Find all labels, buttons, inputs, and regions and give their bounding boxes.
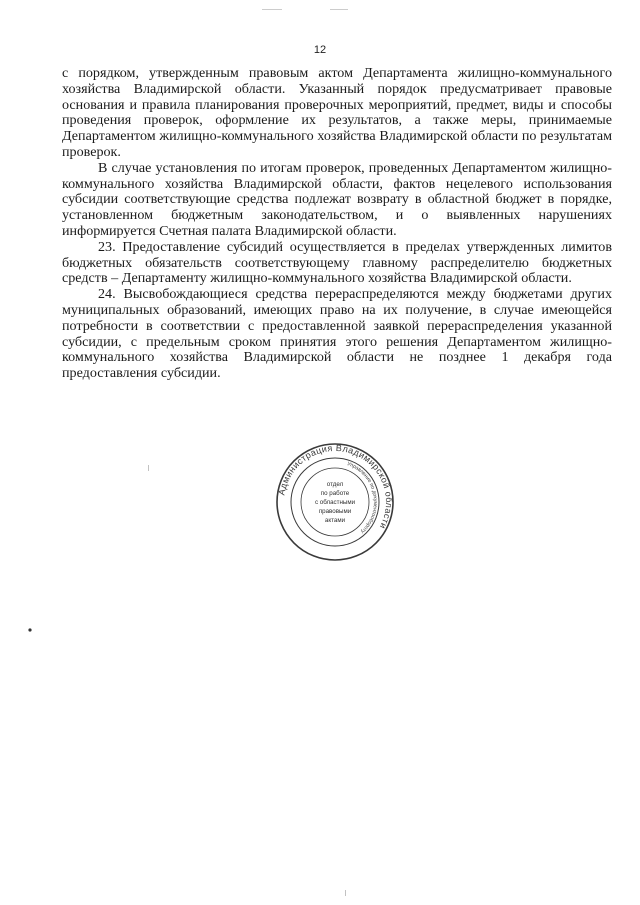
paragraph-23: 23. Предоставление субсидий осуществляется в пределах утвержденных лимитов бюджетных обязательств соответствующему главному распределителю бюджетных средств – Департаменту жилищно-коммунального хозяйства Владимирской области. bbox=[62, 238, 612, 287]
stamp-seal-graphic bbox=[275, 442, 395, 562]
stamp-center-line: с областными bbox=[314, 499, 356, 506]
stamp-inner-ring-text: Управление по документообороту bbox=[346, 461, 379, 535]
document-body bbox=[62, 66, 612, 382]
stamp-center-line: правовыми bbox=[318, 508, 352, 515]
stamp-center-line: отдел bbox=[326, 481, 344, 488]
paragraph-continuation: с порядком, утвержденным правовым актом Департамента жилищно-коммунального хозяйства Владимирской области. Указанный порядок предусматривает правовые основания и правила планирования проверочных мероприятий, предмет, виды и способы проведения проверок, оформление их результатов, а также меры, принимаемые Департаментом жилищно-коммунального хозяйства Владимирской области по результатам проверок. bbox=[62, 65, 612, 160]
stamp-center-line: актами bbox=[324, 517, 346, 524]
paragraph-24: 24. Высвобождающиеся средства перераспределяются между бюджетами других муниципальных образований, имеющих право на их получение, в случае имеющейся потребности в соответствии с предоставленной заявкой перераспределения указанной субсидии, с предельным сроком принятия этого решения Департаментом жилищно-коммунального хозяйства Владимирской области не позднее 1 декабря года предоставления субсидии. bbox=[62, 286, 612, 382]
official-stamp bbox=[275, 442, 395, 562]
stamp-outer-text: Администрация Владимирской области bbox=[276, 442, 395, 531]
paragraph-misuse-of-subsidy: В случае установления по итогам проверок, проведенных Департаментом жилищно-коммунального хозяйства Владимирской области, фактов нецелевого использования субсидии соответствующие средства подлежат возврату в областной бюджет в порядке, установленном бюджетным законодательством, и о выявленных нарушениях информируется Счетная палата Владимирской области. bbox=[62, 159, 612, 239]
page-number: 12 bbox=[313, 44, 327, 56]
stamp-center-line: по работе bbox=[320, 490, 350, 497]
